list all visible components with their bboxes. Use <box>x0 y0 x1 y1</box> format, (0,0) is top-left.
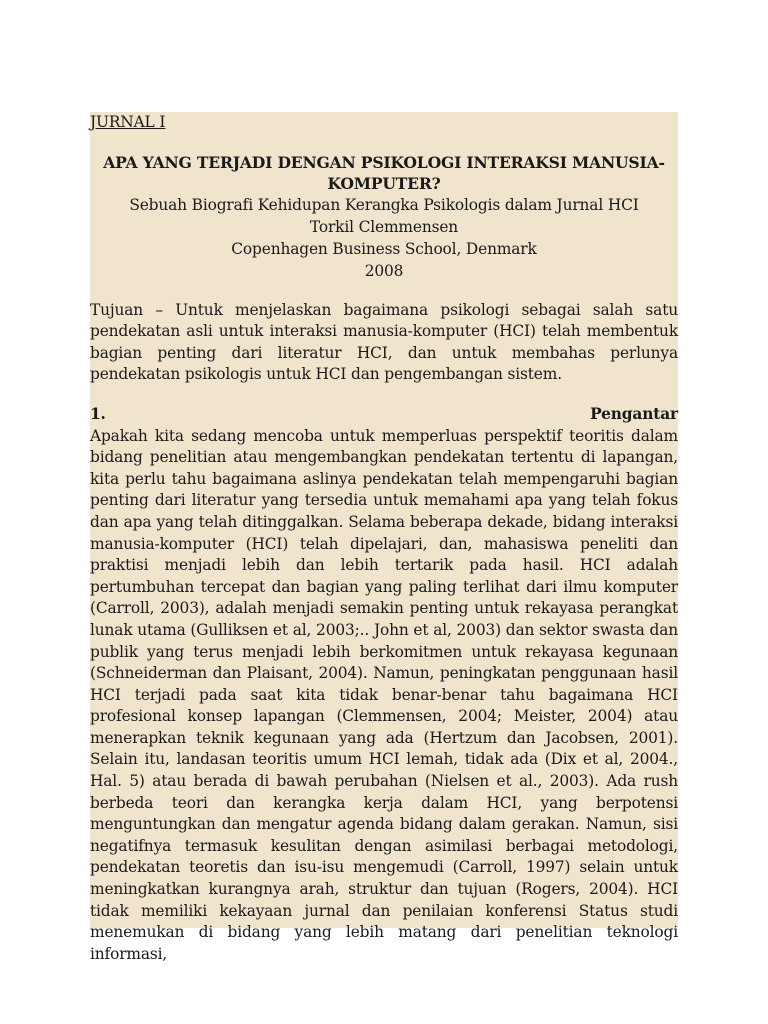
purpose-paragraph: Tujuan – Untuk menjelaskan bagaimana psikologi sebagai salah satu pendekatan asli untuk interaksi manusia-komputer (HCI) telah membentuk bagian penting dari literatur HCI, dan untuk membahas perlunya pendekatan psikologis untuk HCI dan pengembangan sistem. <box>90 300 678 384</box>
author-name: Torkil Clemmensen <box>309 217 459 236</box>
document-subtitle: Sebuah Biografi Kehidupan Kerangka Psikologis dalam Jurnal HCI <box>129 195 639 214</box>
document-page <box>90 112 678 963</box>
author-affiliation: Copenhagen Business School, Denmark <box>231 239 537 258</box>
section-heading <box>90 404 678 426</box>
body-paragraph: Apakah kita sedang mencoba untuk memperluas perspektif teoritis dalam bidang penelitian atau mengembangkan pendekatan tertentu di lapangan, kita perlu tahu bagaimana aslinya pendekatan telah mempengaruhi bagian penting dari literatur yang tersedia untuk memahami apa yang telah fokus dan apa yang telah ditinggalkan. Selama beberapa dekade, bidang interaksi manusia-komputer (HCI) telah dipelajari, dan, mahasiswa peneliti dan praktisi menjadi lebih dan lebih tertarik pada hasil. HCI adalah pertumbuhan tercepat dan bagian yang paling terlihat dari ilmu komputer (Carroll, 2003), adalah menjadi semakin penting untuk rekayasa perangkat lunak utama (Gulliksen et al, 2003;.. John et al, 2003) dan sektor swasta dan publik yang terus menjadi lebih berkomitmen untuk rekayasa kegunaan (Schneiderman dan Plaisant, 2004). Namun, peningkatan penggunaan hasil HCI terjadi pada saat kita tidak benar-benar tahu bagaimana HCI profesional konsep lapangan (Clemmensen, 2004; Meister, 2004) atau menerapkan teknik kegunaan yang ada (Hertzum dan Jacobsen, 2001). Selain itu, landasan teoritis umum HCI lemah, tidak ada (Dix et al, 2004., Hal. 5) atau berada di bawah perubahan (Nielsen et al., 2003). Ada rush berbeda teori dan kerangka kerja dalam HCI, yang berpotensi menguntungkan dan mengatur agenda bidang dalam gerakan. Namun, sisi negatifnya termasuk kesulitan dengan asimilasi berbagai metodologi, pendekatan teoretis dan isu-isu mengemudi (Carroll, 1997) selain untuk meningkatkan kurangnya arah, struktur dan tujuan (Rogers, 2004). HCI tidak memiliki kekayaan jurnal dan penilaian konferensi Status studi menemukan di bidang yang lebih matang dari penelitian teknologi informasi, <box>90 426 678 963</box>
section-title: Pengantar <box>590 404 678 423</box>
document-content <box>90 112 678 965</box>
journal-label: JURNAL I <box>90 113 166 131</box>
publication-year: 2008 <box>364 261 404 280</box>
document-title: APA YANG TERJADI DENGAN PSIKOLOGI INTERAKSI MANUSIA-KOMPUTER? <box>103 152 665 193</box>
section-number: 1. <box>90 404 106 423</box>
